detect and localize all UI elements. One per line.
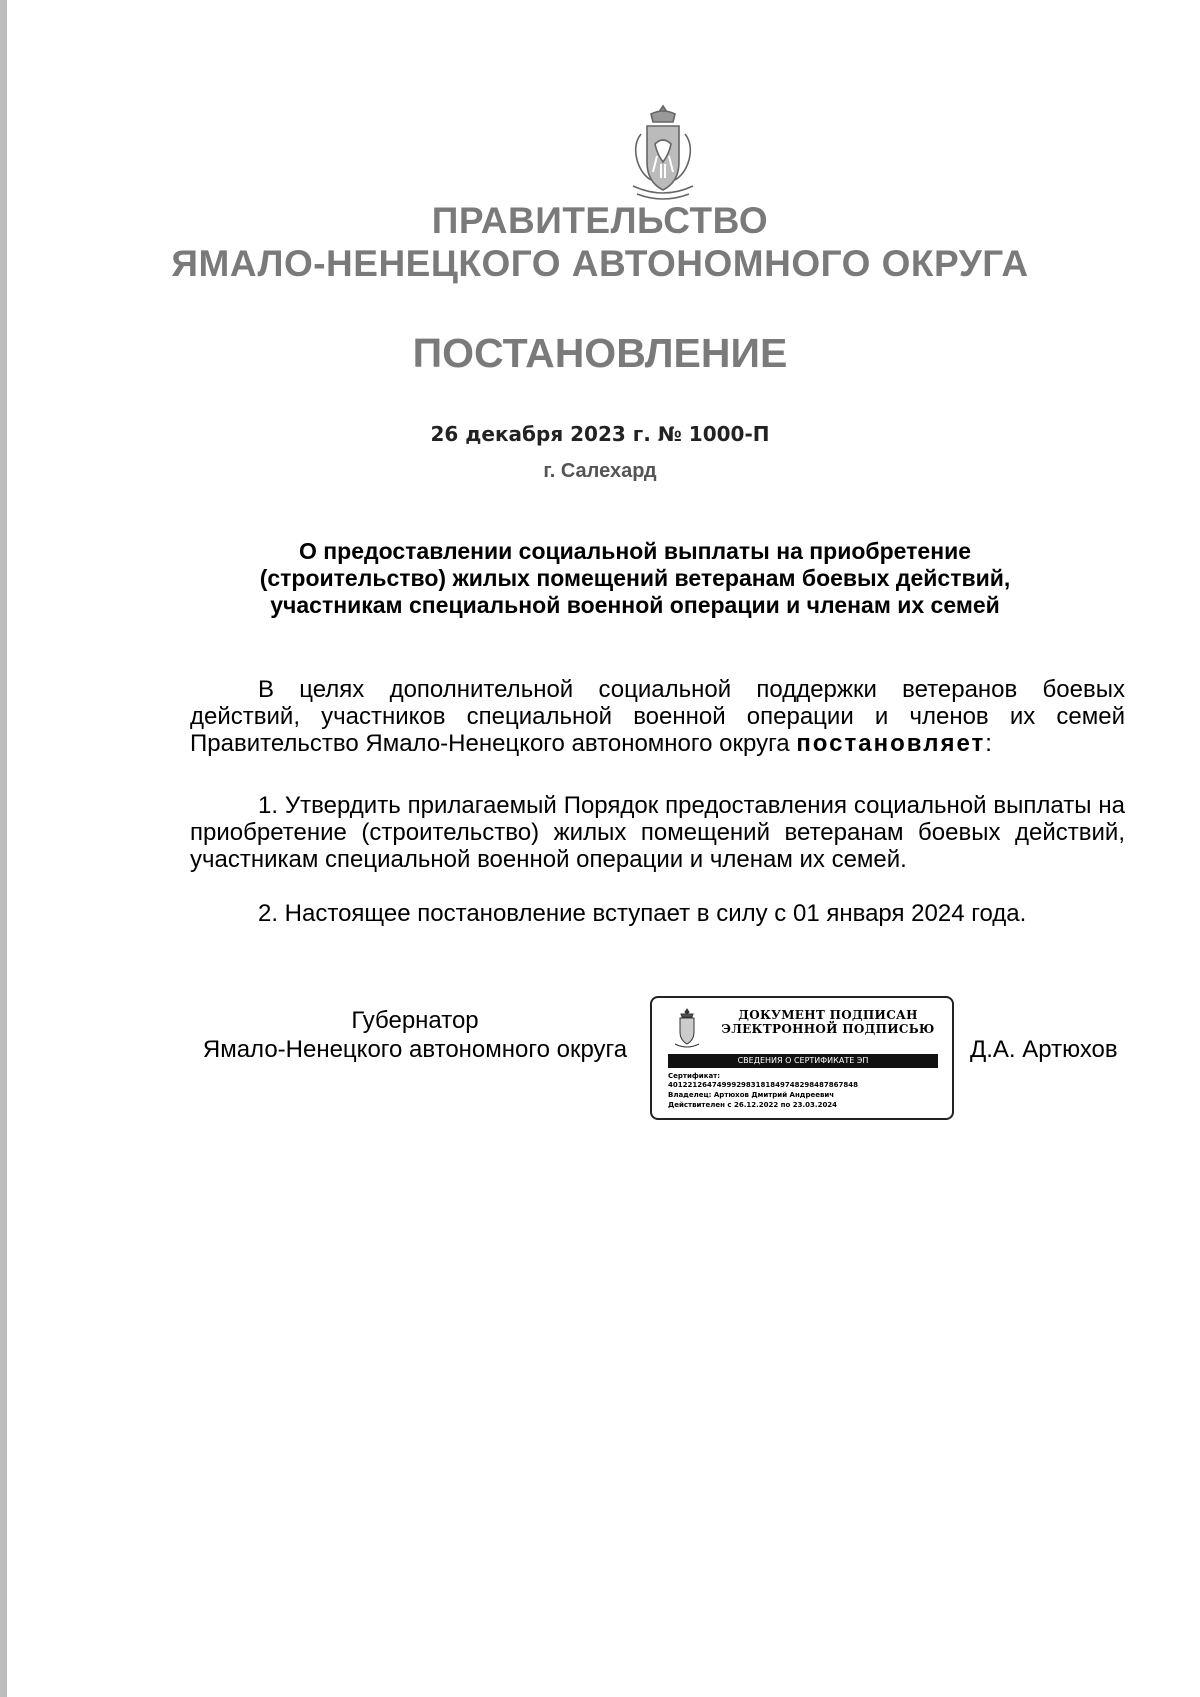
document-type: ПОСТАНОВЛЕНИЕ [412,330,788,376]
stamp-emblem-icon [672,1008,702,1050]
certificate-info-bar: СВЕДЕНИЯ О СЕРТИФИКАТЕ ЭП [668,1054,938,1068]
signatory-role-line-1: Губернатор [351,1007,479,1034]
title-line-3: участникам специальной военной операции и членам их семей [270,592,1000,618]
intro-paragraph [190,676,1125,757]
coat-of-arms-icon [627,104,699,204]
resolves-word: постановляет [796,730,986,757]
intro-text: В целях дополнительной социальной поддержки ветеранов боевых действий, участников специальной военной операции и членов их семей Правительство Ямало-Ненецкого автономного округа [190,676,1125,757]
item-2: 2. Настоящее постановление вступает в силу с 01 января 2024 года. [258,900,1027,927]
item-1: 1. Утвердить прилагаемый Порядок предоставления социальной выплаты на приобретение (строительство) жилых помещений ветеранам боевых действий, участникам специальной военной операции и членам их семей. [190,792,1125,873]
date-and-number: 26 декабря 2023 г. № 1000-П [430,422,770,446]
title-line-2: (строительство) жилых помещений ветеранам боевых действий, [259,565,1011,591]
signatory-role [190,1006,640,1064]
stamp-title-line-1: ДОКУМЕНТ ПОДПИСАН [738,1008,918,1022]
certificate-number: 401221264749992983181849748298487867848 [668,1081,858,1089]
signatory-role-line-2: Ямало-Ненецкого автономного округа [202,1036,628,1063]
intro-end: : [985,730,992,757]
signatory-name: Д.А. Артюхов [970,1036,1118,1063]
organization-name-line-2: ЯМАЛО-НЕНЕЦКОГО АВТОНОМНОГО ОКРУГА [171,243,1029,284]
stamp-title-line-2: ЭЛЕКТРОННОЙ ПОДПИСЬЮ [721,1022,935,1036]
organization-name-line-1: ПРАВИТЕЛЬСТВО [431,200,769,241]
certificate-owner: Владелец: Артюхов Дмитрий Андреевич [668,1091,835,1099]
certificate-validity: Действителен с 26.12.2022 по 23.03.2024 [668,1101,838,1109]
title-line-1: О предоставлении социальной выплаты на приобретение [298,538,972,564]
electronic-signature-stamp [650,996,954,1120]
certificate-label: Сертификат: [668,1072,721,1080]
city: г. Салехард [543,460,657,482]
document-title [190,538,1080,619]
stamp-title [704,1008,952,1036]
